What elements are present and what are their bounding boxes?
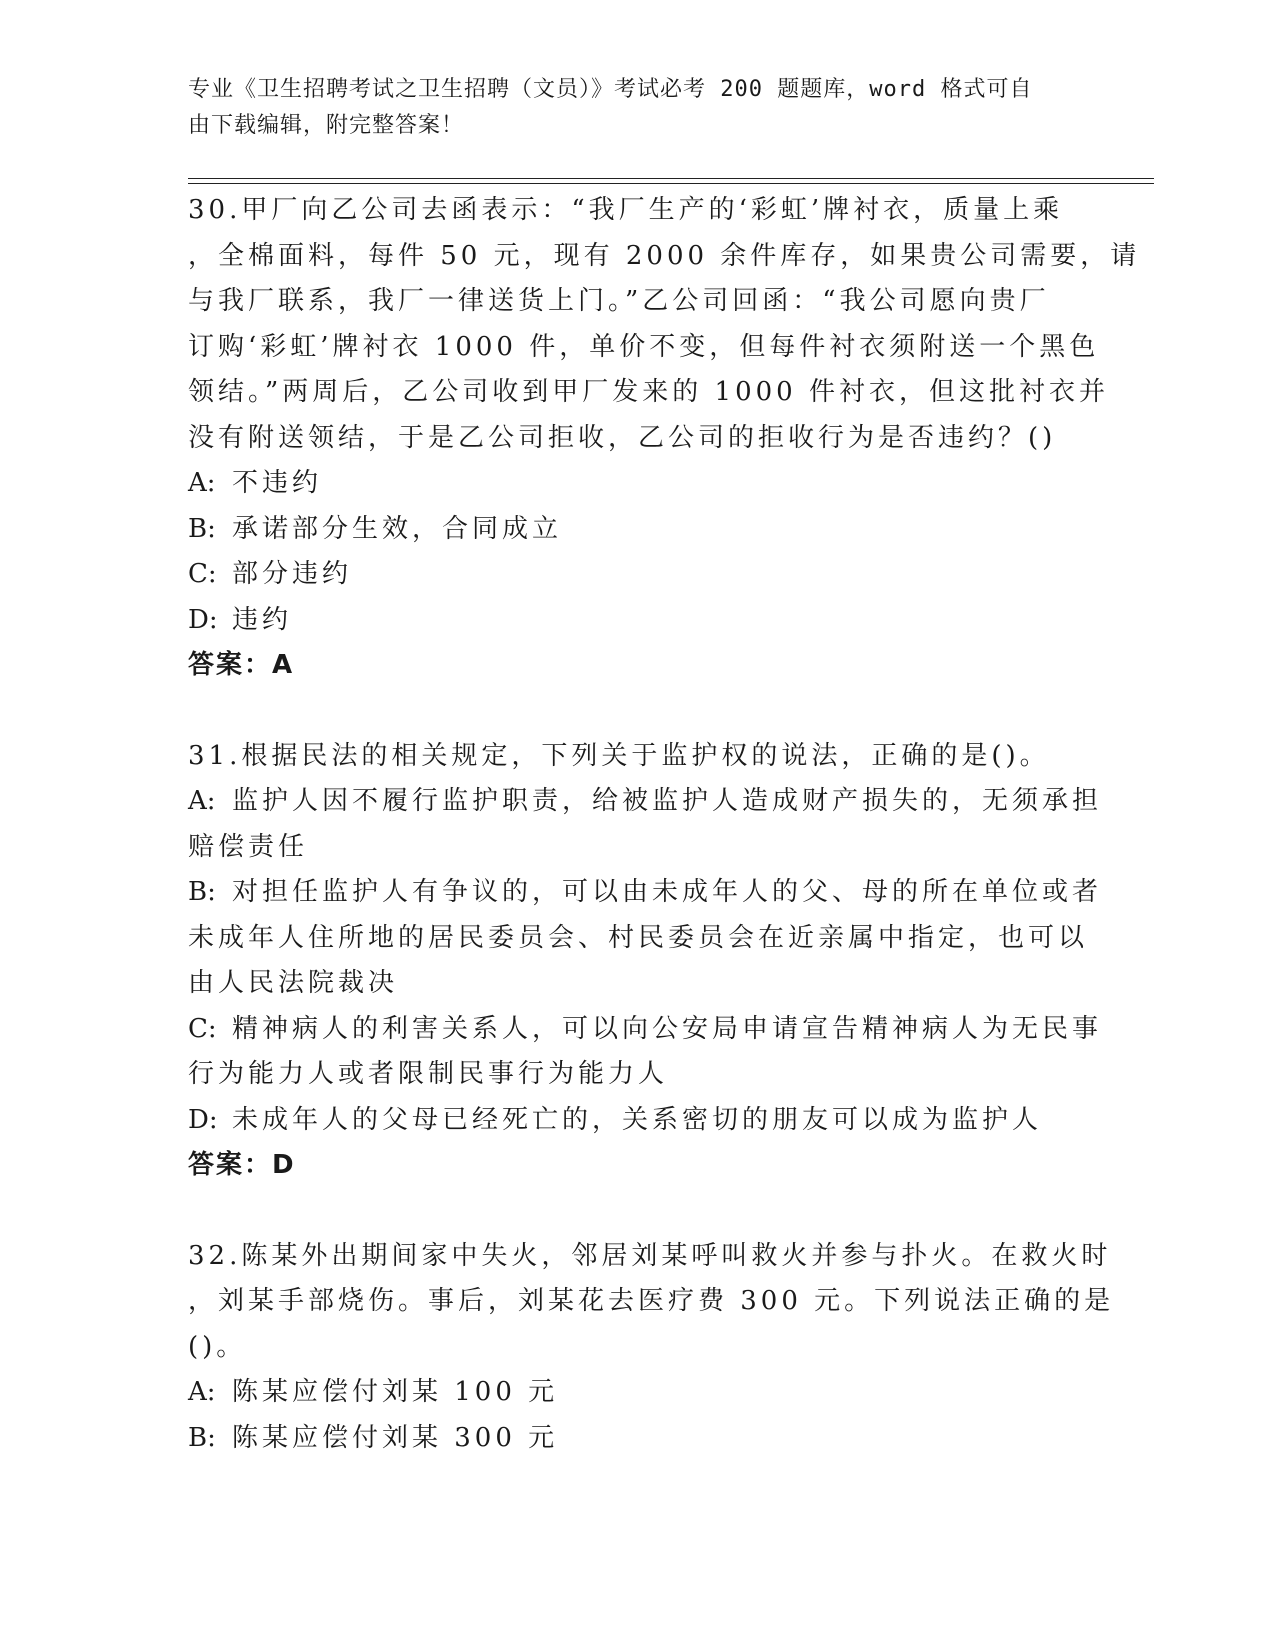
question-stem-line: ()。 <box>188 1331 247 1362</box>
option-text-continued: 未成年人住所地的居民委员会、村民委员会在近亲属中指定，也可以 <box>188 922 1089 953</box>
question-stem-line: 30.甲厂向乙公司去函表示：“我厂生产的‘彩虹’牌衬衣，质量上乘 <box>188 195 1064 225</box>
option-letter: B: <box>188 513 216 544</box>
answer-label: 答案：D <box>188 1150 296 1180</box>
option-text: 对担任监护人有争议的，可以由未成年人的父、母的所在单位或者 <box>232 877 1103 907</box>
question-list <box>188 188 1141 1461</box>
option-letter: A: <box>188 1377 216 1407</box>
option-text: 陈某应偿付刘某 300 元 <box>232 1422 559 1453</box>
option-b <box>188 1416 1068 1462</box>
question-stem-line: 31.根据民法的相关规定，下列关于监护权的说法，正确的是()。 <box>188 740 1050 771</box>
question-stem-line: 订购‘彩虹’牌衬衣 1000 件，单价不变，但每件衬衣须附送一个黑色 <box>188 331 1100 362</box>
header-title-line-1: 专业《卫生招聘考试之卫生招聘（文员）》考试必考 200 题题库，word 格式可自 <box>188 77 1033 102</box>
option-a <box>188 779 1103 870</box>
option-text-continued: 赔偿责任 <box>188 831 309 862</box>
option-letter: A: <box>188 468 216 498</box>
question-spacer <box>188 689 1068 734</box>
header-title-line-2: 由下载编辑，附完整答案！ <box>188 113 465 138</box>
question-spacer <box>188 1189 1068 1234</box>
question-stem-line: 领结。”两周后，乙公司收到甲厂发来的 1000 件衬衣，但这批衬衣并 <box>188 377 1109 407</box>
option-text: 违约 <box>232 604 293 635</box>
option-letter: B: <box>188 1422 216 1453</box>
option-letter: C: <box>188 559 217 589</box>
option-c <box>188 552 1068 598</box>
document-header <box>188 72 1068 144</box>
header-divider-bottom <box>188 183 1154 184</box>
option-text: 未成年人的父母已经死亡的，关系密切的朋友可以成为监护人 <box>232 1104 1043 1135</box>
option-letter: B: <box>188 877 216 907</box>
question-stem-line: ，全棉面料，每件 50 元，现有 2000 余件库存，如果贵公司需要，请 <box>188 240 1141 271</box>
option-text: 部分违约 <box>232 559 353 589</box>
option-d <box>188 598 1068 644</box>
option-text: 承诺部分生效，合同成立 <box>232 513 563 544</box>
question-stem-line: ，刘某手部烧伤。事后，刘某花去医疗费 300 元。下列说法正确的是 <box>188 1286 1115 1316</box>
question-30 <box>188 188 1141 689</box>
option-a <box>188 1370 1068 1416</box>
question-31 <box>188 734 1103 1189</box>
header-divider-top <box>188 178 1154 179</box>
option-b <box>188 870 1103 1007</box>
option-d <box>188 1098 1068 1144</box>
option-text-continued: 由人民法院裁决 <box>188 968 399 998</box>
option-text: 不违约 <box>232 468 323 498</box>
question-stem-line: 没有附送领结，于是乙公司拒收，乙公司的拒收行为是否违约？() <box>188 422 1057 453</box>
question-32 <box>188 1234 1115 1462</box>
option-letter: A: <box>188 786 216 816</box>
option-letter: C: <box>188 1013 217 1044</box>
option-letter: D: <box>188 1104 218 1135</box>
option-c <box>188 1007 1103 1098</box>
option-b <box>188 507 1068 553</box>
option-text: 陈某应偿付刘某 100 元 <box>232 1377 559 1407</box>
question-stem-line: 与我厂联系，我厂一律送货上门。”乙公司回函：“我公司愿向贵厂 <box>188 286 1050 316</box>
option-text: 监护人因不履行监护职责，给被监护人造成财产损失的，无须承担 <box>232 786 1103 816</box>
option-a <box>188 461 1068 507</box>
question-stem-line: 32.陈某外出期间家中失火，邻居刘某呼叫救火并参与扑火。在救火时 <box>188 1240 1112 1271</box>
option-letter: D: <box>188 604 218 635</box>
option-text-continued: 行为能力人或者限制民事行为能力人 <box>188 1059 669 1089</box>
option-text: 精神病人的利害关系人，可以向公安局申请宣告精神病人为无民事 <box>232 1013 1103 1044</box>
answer-label: 答案：A <box>188 650 295 680</box>
